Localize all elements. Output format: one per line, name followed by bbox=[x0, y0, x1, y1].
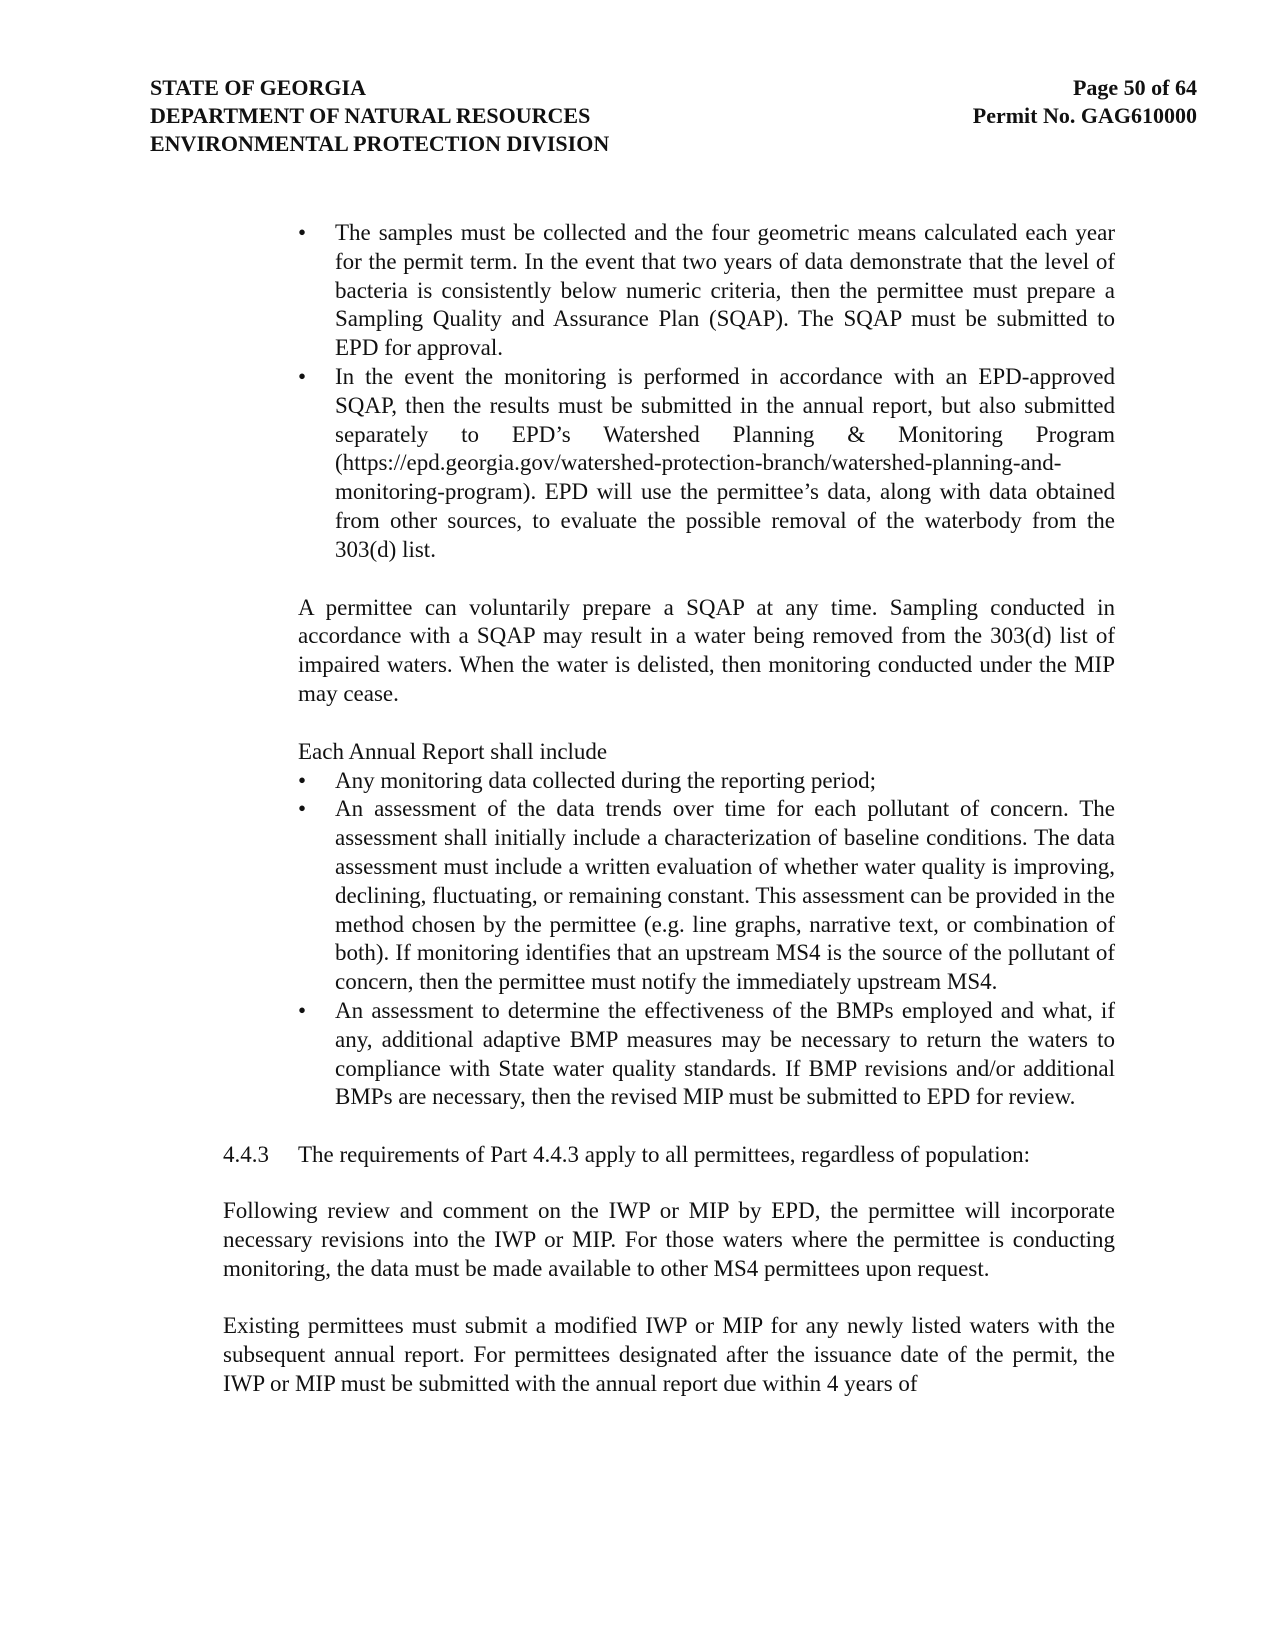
bullet-icon: • bbox=[298, 363, 307, 389]
bullet-icon: • bbox=[298, 997, 307, 1023]
list-item-text: An assessment to determine the effectiveness of the BMPs employed and what, if any, additional adaptive BMP measures may be necessary to return the waters to compliance with State water quality standards. If BMP revisions and/or additional BMPs are necessary, then the revised MIP must be submitted to EPD for review. bbox=[335, 997, 1115, 1110]
page-number: Page 50 of 64 bbox=[1072, 75, 1197, 100]
agency-state: STATE OF GEORGIA bbox=[150, 75, 366, 100]
document-body bbox=[223, 219, 1115, 1399]
annual-report-list bbox=[223, 767, 1115, 1113]
section-number: 4.4.3 bbox=[223, 1142, 269, 1168]
sampling-list bbox=[223, 219, 1115, 565]
bullet-icon: • bbox=[298, 796, 307, 822]
page-info-block bbox=[792, 74, 1197, 130]
list-item-text: An assessment of the data trends over time for each pollutant of concern. The assessment shall initially include a characterization of baseline conditions. The data assessment must include a written evaluation of whether water quality is improving, declining, fluctuating, or remaining constant. This assessment can be provided in the method chosen by the permittee (e.g. line graphs, narrative text, or combination of both). If monitoring identifies that an upstream MS4 is the source of the pollutant of concern, then the permittee must notify the immediately upstream MS4. bbox=[335, 796, 1115, 995]
sqap-paragraph: A permittee can voluntarily prepare a SQAP at any time. Sampling conducted in accordance with a SQAP may result in a water being removed from the 303(d) list of impaired waters. When the water is delisted, then monitoring conducted under the MIP may cease. bbox=[298, 594, 1115, 706]
list-item bbox=[298, 795, 1115, 997]
permit-number: Permit No. GAG610000 bbox=[972, 103, 1197, 128]
bullet-icon: • bbox=[298, 767, 307, 793]
bullet-icon: • bbox=[298, 220, 307, 245]
list-item bbox=[298, 997, 1115, 1112]
list-item-text: In the event the monitoring is performed in accordance with an EPD-approved SQAP, then the results must be submitted in the annual report, but also submitted separately to EPD’s Watershed Planning & Monitoring Program (https://epd.georgia.gov/watershed-protection-branch/watershed-planning-and-monitoring-program). EPD will use the permittee’s data, along with data obtained from other sources, to evaluate the possible removal of the waterbody from the 303(d) list. bbox=[335, 363, 1115, 562]
agency-division: ENVIRONMENTAL PROTECTION DIVISION bbox=[150, 131, 610, 156]
existing-permittees-paragraph: Existing permittees must submit a modified IWP or MIP for any newly listed waters with the subsequent annual report. For permittees designated after the issuance date of the permit, the IWP or MIP must be submitted with the annual report due within 4 years of bbox=[223, 1313, 1115, 1396]
section-text: The requirements of Part 4.4.3 apply to all permittees, regardless of population: bbox=[298, 1142, 1030, 1168]
list-item bbox=[298, 219, 1115, 363]
agency-block bbox=[150, 74, 609, 158]
annual-report-intro: Each Annual Report shall include bbox=[298, 738, 608, 764]
section-heading bbox=[223, 1141, 1115, 1170]
list-item-text: The samples must be collected and the four geometric means calculated each year for the permit term. In the event that two years of data demonstrate that the level of bacteria is consistently below numeric criteria, then the permittee must prepare a Sampling Quality and Assurance Plan (SQAP). The SQAP must be submitted to EPD for approval. bbox=[335, 220, 1115, 361]
review-paragraph: Following review and comment on the IWP or MIP by EPD, the permittee will incorporate necessary revisions into the IWP or MIP. For those waters where the permittee is conducting monitoring, the data must be made available to other MS4 permittees upon request. bbox=[223, 1197, 1115, 1281]
list-item-text: Any monitoring data collected during the reporting period; bbox=[335, 767, 876, 793]
list-item bbox=[298, 363, 1115, 565]
agency-department: DEPARTMENT OF NATURAL RESOURCES bbox=[150, 103, 591, 128]
list-item bbox=[298, 767, 1115, 796]
